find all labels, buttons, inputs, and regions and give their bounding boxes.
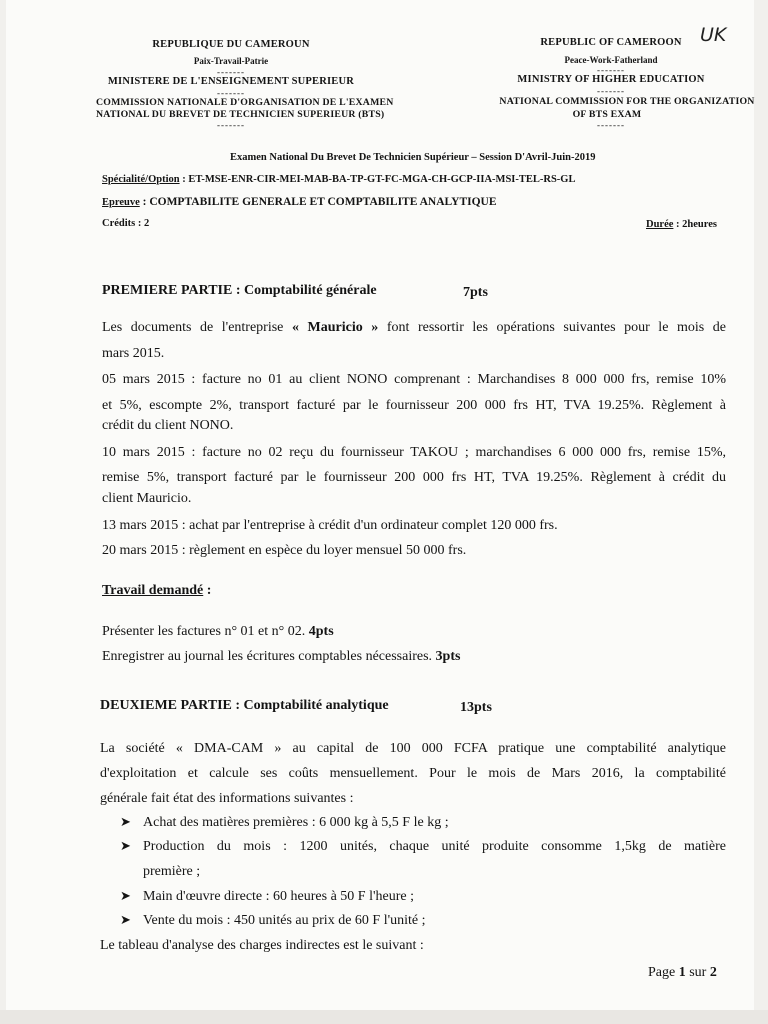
exam-title: Examen National Du Brevet De Technicien Supérieur – Session D'Avril-Juin-2019 xyxy=(230,152,596,163)
bullet-arrow-icon: ➤ xyxy=(120,912,131,927)
company-name: « Mauricio » xyxy=(291,320,379,335)
bullet1: Achat des matières premières : 6 000 kg à 5,5 F le kg ; xyxy=(143,815,449,830)
op2-line2: remise 5%, transport facturé par le fournisseur 200 000 frs HT, TVA 19.25%. Règlement à crédit du xyxy=(102,470,726,485)
header-right-motto: Peace-Work-Fatherland xyxy=(564,55,658,65)
part2-intro-line2: d'exploitation et calcule ses coûts mensuellement. Pour le mois de Mars 2016, la comptabilité xyxy=(100,766,726,781)
op4: 20 mars 2015 : règlement en espèce du loyer mensuel 50 000 frs. xyxy=(102,543,467,558)
bullet4: Vente du mois : 450 unités au prix de 60 F l'unité ; xyxy=(143,913,426,928)
part2-closing: Le tableau d'analyse des charges indirectes est le suivant : xyxy=(100,938,424,953)
header-right-ministry: MINISTRY OF HIGHER EDUCATION xyxy=(517,74,705,85)
duration xyxy=(646,219,717,230)
header-right-separator: ------- xyxy=(597,65,625,75)
part2-intro-line1: La société « DMA-CAM » au capital de 100 000 FCFA pratique une comptabilité analytique xyxy=(100,741,726,756)
speciality-label: Spécialité/Option xyxy=(102,174,180,185)
task1-text: Présenter les factures n° 01 et n° 02. xyxy=(102,624,309,639)
credits: Crédits : 2 xyxy=(102,218,150,229)
page-number xyxy=(648,965,717,981)
part2-intro-line3: générale fait état des informations suivantes : xyxy=(100,791,354,806)
bullet2-line2: première ; xyxy=(143,864,201,879)
header-right-country: REPUBLIC OF CAMEROON xyxy=(540,37,682,48)
part1-intro-line2: mars 2015. xyxy=(102,346,165,361)
bullet-arrow-icon: ➤ xyxy=(120,888,131,903)
duration-label: Durée xyxy=(646,219,674,230)
subject-line xyxy=(102,196,497,208)
task2 xyxy=(102,649,460,665)
work-heading-colon: : xyxy=(203,583,212,598)
header-left-separator-3: ------- xyxy=(217,120,245,130)
task2-text: Enregistrer au journal les écritures comptables nécessaires. xyxy=(102,649,436,664)
op1-line3: crédit du client NONO. xyxy=(102,418,234,433)
header-left-country: REPUBLIQUE DU CAMEROUN xyxy=(152,39,310,50)
op1-line2: et 5%, escompte 2%, transport facturé par le fournisseur 200 000 frs HT, TVA 19.25%. Règlement à xyxy=(102,398,726,413)
work-heading xyxy=(102,583,211,599)
header-left-motto: Paix-Travail-Patrie xyxy=(193,56,269,66)
task2-points: 3pts xyxy=(435,649,461,664)
page-sep: sur xyxy=(685,965,710,980)
header-right-commission-1: NATIONAL COMMISSION FOR THE ORGANIZATION xyxy=(499,96,755,107)
part2-heading: DEUXIEME PARTIE : Comptabilité analytique xyxy=(100,698,389,713)
op1-line1: 05 mars 2015 : facture no 01 au client NONO comprenant : Marchandises 8 000 000 frs, remise 10% xyxy=(102,372,726,387)
header-right-separator-2: ------- xyxy=(597,86,625,96)
speciality-line xyxy=(102,174,575,185)
speciality-value: : ET-MSE-ENR-CIR-MEI-MAB-BA-TP-GT-FC-MGA-CH-GCP-IIA-MSI-TEL-RS-GL xyxy=(179,174,576,185)
part1-points: 7pts xyxy=(463,285,488,300)
scan-bottom-edge xyxy=(0,1010,768,1024)
op2-line3: client Mauricio. xyxy=(102,491,192,506)
page-current: 1 xyxy=(678,965,686,980)
part2-points: 13pts xyxy=(460,700,492,715)
op3: 13 mars 2015 : achat par l'entreprise à crédit d'un ordinateur complet 120 000 frs. xyxy=(102,518,558,533)
bullet3: Main d'œuvre directe : 60 heures à 50 F l'heure ; xyxy=(143,889,414,904)
task1-points: 4pts xyxy=(308,624,334,639)
header-left-separator: ------- xyxy=(217,67,245,77)
page-label: Page xyxy=(648,965,679,980)
handwritten-mark: UK xyxy=(700,24,727,46)
bullet-arrow-icon: ➤ xyxy=(120,814,131,829)
bullet-arrow-icon: ➤ xyxy=(120,838,131,853)
part1-intro xyxy=(102,315,726,341)
header-left-separator-2: ------- xyxy=(217,88,245,98)
header-left-ministry: MINISTERE DE L'ENSEIGNEMENT SUPERIEUR xyxy=(107,76,355,87)
part1-intro-a: Les documents de l'entreprise xyxy=(102,320,292,335)
header-right-separator-3: ------- xyxy=(597,120,625,130)
subject-value: : COMPTABILITE GENERALE ET COMPTABILITE ANALYTIQUE xyxy=(139,196,497,208)
subject-label: Epreuve xyxy=(102,197,140,208)
header-right-commission-2: OF BTS EXAM xyxy=(572,109,642,120)
task1 xyxy=(102,624,334,640)
duration-value: : 2heures xyxy=(673,219,717,230)
bullet2-line1: Production du mois : 1200 unités, chaque unité produite consomme 1,5kg de matière xyxy=(143,839,726,854)
page-total: 2 xyxy=(709,965,717,980)
op2-line1: 10 mars 2015 : facture no 02 reçu du fournisseur TAKOU ; marchandises 6 000 000 frs, remise 15%, xyxy=(102,445,726,460)
header-left-commission-2: NATIONAL DU BREVET DE TECHNICIEN SUPERIEUR (BTS) xyxy=(96,109,385,120)
part1-heading: PREMIERE PARTIE : Comptabilité générale xyxy=(102,283,377,298)
header-left-commission-1: COMMISSION NATIONALE D'ORGANISATION DE L'EXAMEN xyxy=(96,97,394,108)
part1-intro-b: font ressortir les opérations suivantes pour le mois de xyxy=(378,320,726,335)
work-heading-label: Travail demandé xyxy=(102,583,204,598)
